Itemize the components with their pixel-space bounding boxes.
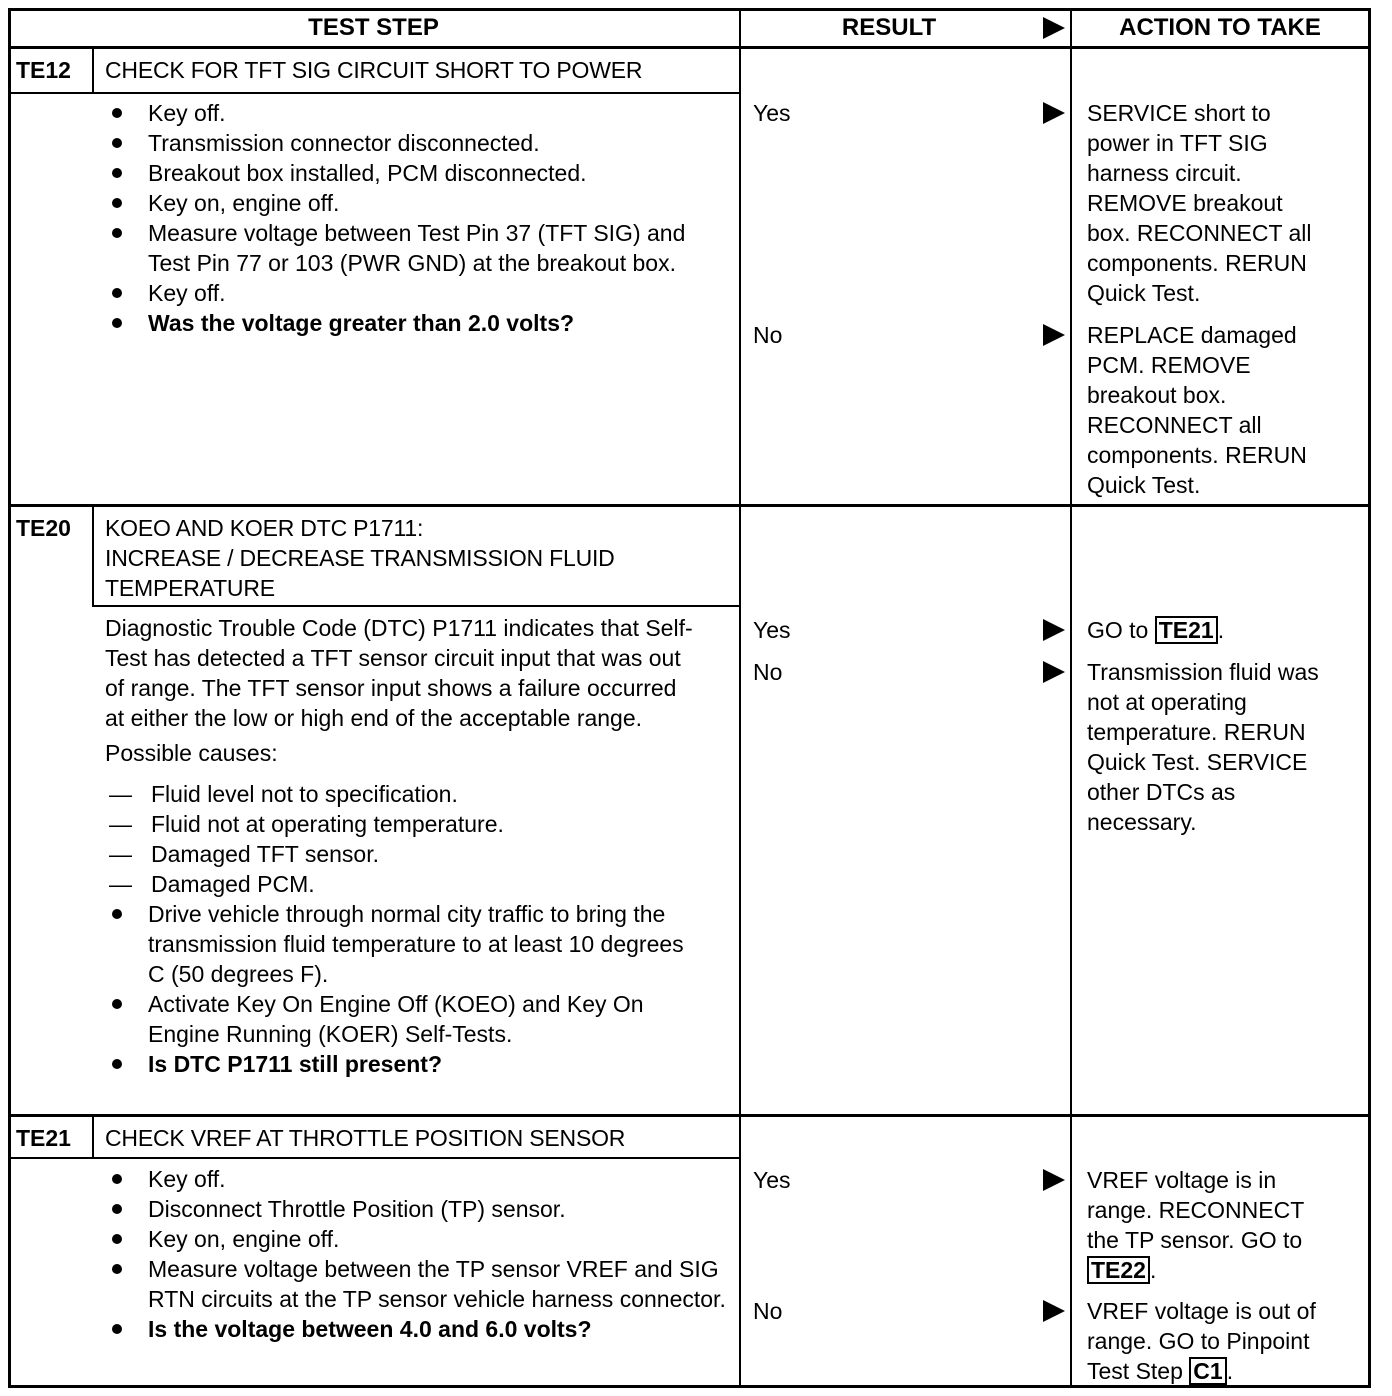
header-test-step: TEST STEP — [308, 14, 439, 41]
header-result: RESULT — [841, 14, 937, 41]
te21-instructions — [105, 1164, 725, 1344]
dash-icon: — — [109, 871, 132, 897]
action-line: components. RERUN — [1087, 442, 1307, 468]
step-title-te20 — [105, 513, 615, 603]
te20-id-divider — [92, 506, 94, 606]
action-suffix: . — [1149, 1257, 1157, 1283]
diagnostic-table — [8, 8, 1371, 1388]
action-te21-no — [1087, 1296, 1369, 1386]
action-te12-no — [1087, 320, 1369, 500]
cause-text: Damaged PCM. — [151, 871, 315, 897]
table-left-border — [8, 8, 11, 1388]
instruction-item: Key on, engine off. — [105, 188, 725, 218]
result-arrow-icon — [1043, 1300, 1065, 1322]
te21-id-divider — [92, 1116, 94, 1158]
instruction-item: Measure voltage between Test Pin 37 (TFT SIG) and Test Pin 77 or 103 (PWR GND) at the breakout box. — [105, 218, 708, 278]
te21-title-underline — [8, 1157, 739, 1159]
result-arrow-icon — [1043, 102, 1065, 124]
action-line: other DTCs as — [1087, 779, 1236, 805]
possible-causes-label: Possible causes: — [105, 740, 278, 766]
step-id-te20: TE20 — [16, 515, 71, 541]
instruction-item: Key off. — [105, 278, 725, 308]
action-line: components. RERUN — [1087, 250, 1307, 276]
action-line: box. RECONNECT all — [1087, 220, 1312, 246]
instruction-item: Activate Key On Engine Off (KOEO) and Key On Engine Running (KOER) Self-Tests. — [105, 989, 693, 1049]
action-suffix: . — [1217, 617, 1225, 643]
result-arrow-icon — [1043, 619, 1065, 641]
col-divider-1 — [739, 8, 741, 1388]
result-arrow-icon — [1043, 324, 1065, 346]
cause-item — [105, 869, 725, 899]
te20-title-underline — [92, 605, 739, 607]
action-te20-yes — [1087, 615, 1369, 645]
action-te20-no — [1087, 657, 1369, 837]
result-arrow-icon — [1043, 1169, 1065, 1191]
instruction-question: Is DTC P1711 still present? — [105, 1049, 725, 1079]
dash-icon: — — [109, 811, 132, 837]
instruction-question: Is the voltage between 4.0 and 6.0 volts? — [105, 1314, 725, 1344]
action-line: power in TFT SIG — [1087, 130, 1268, 156]
instruction-item: Key on, engine off. — [105, 1224, 725, 1254]
te12-instructions — [105, 98, 725, 338]
result-label-no: No — [753, 322, 783, 348]
action-line: harness circuit. — [1087, 160, 1242, 186]
action-te12-yes — [1087, 98, 1369, 308]
result-label-no: No — [753, 659, 783, 685]
table-top-border — [8, 8, 1371, 11]
step-id-te21: TE21 — [16, 1125, 71, 1151]
step-ref-te21-link[interactable]: TE21 — [1155, 616, 1218, 644]
action-line: Quick Test. SERVICE — [1087, 749, 1308, 775]
step-title-te21: CHECK VREF AT THROTTLE POSITION SENSOR — [105, 1125, 626, 1151]
step-ref-c1-link[interactable]: C1 — [1189, 1357, 1226, 1385]
cause-text: Fluid not at operating temperature. — [151, 811, 504, 837]
instruction-item: Transmission connector disconnected. — [105, 128, 725, 158]
action-line: breakout box. — [1087, 382, 1227, 408]
action-line: SERVICE short to — [1087, 100, 1271, 126]
result-label-yes: Yes — [753, 617, 791, 643]
instruction-item: Key off. — [105, 1164, 725, 1194]
te20-bottom-border — [8, 1114, 1371, 1117]
step-title-line: TEMPERATURE — [105, 575, 275, 601]
te12-bottom-border — [8, 504, 1371, 507]
action-line: Quick Test. — [1087, 280, 1201, 306]
action-line: temperature. RERUN — [1087, 719, 1306, 745]
action-line: not at operating — [1087, 689, 1247, 715]
action-line: REMOVE breakout — [1087, 190, 1283, 216]
action-line: RECONNECT all — [1087, 412, 1262, 438]
result-label-yes: Yes — [753, 100, 791, 126]
cause-item — [105, 839, 725, 869]
action-line: the TP sensor. GO to — [1087, 1227, 1303, 1253]
intro-paragraph: Diagnostic Trouble Code (DTC) P1711 indicates that Self-Test has detected a TFT sensor circuit input that was out of range. The TFT sensor input shows a failure occurred at either the low or high end of the acceptable range. — [105, 615, 693, 731]
step-title-line: KOEO AND KOER DTC P1711: — [105, 515, 424, 541]
action-line: range. GO to Pinpoint — [1087, 1328, 1310, 1354]
te20-instructions — [105, 613, 725, 1079]
action-line: PCM. REMOVE — [1087, 352, 1251, 378]
instruction-item: Key off. — [105, 98, 725, 128]
result-label-yes: Yes — [753, 1167, 791, 1193]
action-te21-yes — [1087, 1165, 1369, 1285]
instruction-question: Was the voltage greater than 2.0 volts? — [105, 308, 725, 338]
action-line: VREF voltage is in — [1087, 1167, 1277, 1193]
cause-text: Fluid level not to specification. — [151, 781, 458, 807]
te12-id-divider — [92, 48, 94, 93]
step-id-te12: TE12 — [16, 57, 71, 83]
header-arrow-icon — [1043, 17, 1065, 39]
step-title-line: INCREASE / DECREASE TRANSMISSION FLUID — [105, 545, 615, 571]
action-line: VREF voltage is out of — [1087, 1298, 1316, 1324]
header-bottom-border — [8, 46, 1371, 49]
dash-icon: — — [109, 781, 132, 807]
step-ref-te22-link[interactable]: TE22 — [1087, 1256, 1150, 1284]
result-arrow-icon — [1043, 661, 1065, 683]
dash-icon: — — [109, 841, 132, 867]
result-label-no: No — [753, 1298, 783, 1324]
action-line: range. RECONNECT — [1087, 1197, 1305, 1223]
header-action: ACTION TO TAKE — [1119, 14, 1321, 41]
action-suffix: . — [1226, 1358, 1234, 1384]
action-line: Transmission fluid was — [1087, 659, 1319, 685]
action-text: GO to — [1087, 617, 1149, 643]
action-line: necessary. — [1087, 809, 1197, 835]
action-line — [1087, 1356, 1369, 1386]
cause-text: Damaged TFT sensor. — [151, 841, 379, 867]
action-line: Quick Test. — [1087, 472, 1201, 498]
te12-title-underline — [8, 92, 739, 94]
instruction-item: Disconnect Throttle Position (TP) sensor. — [105, 1194, 725, 1224]
action-text: Test Step — [1087, 1358, 1183, 1384]
instruction-item: Drive vehicle through normal city traffic to bring the transmission fluid temperature to at least 10 degrees C (50 degrees F). — [105, 899, 693, 989]
action-line — [1087, 1255, 1369, 1285]
cause-item — [105, 809, 725, 839]
cause-item — [105, 779, 725, 809]
step-title-te12: CHECK FOR TFT SIG CIRCUIT SHORT TO POWER — [105, 57, 643, 83]
instruction-item: Breakout box installed, PCM disconnected. — [105, 158, 725, 188]
col-divider-2 — [1070, 8, 1072, 1388]
instruction-item: Measure voltage between the TP sensor VREF and SIG RTN circuits at the TP sensor vehicle harness connector. — [105, 1254, 728, 1314]
action-line: REPLACE damaged — [1087, 322, 1297, 348]
